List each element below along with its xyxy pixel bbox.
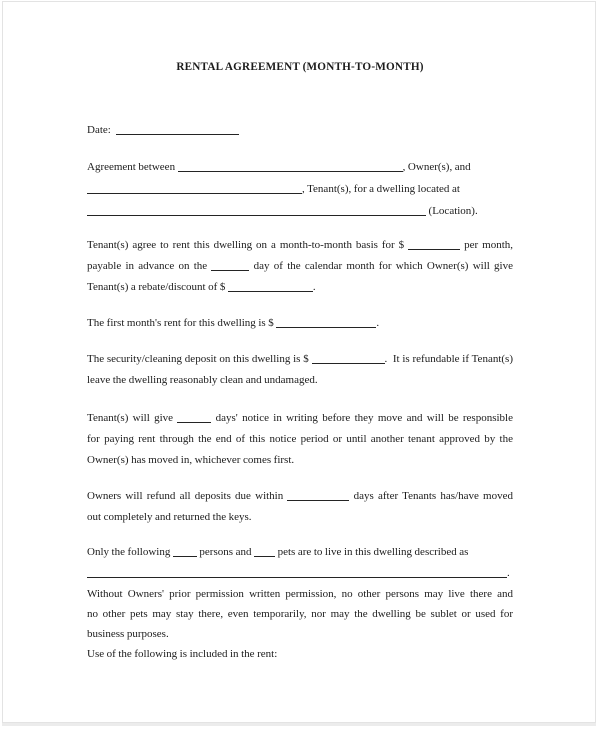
text-line — [87, 235, 513, 256]
text-segment: leave the dwelling reasonably clean and undamaged. — [87, 374, 318, 386]
occupancy-paragraph — [87, 542, 513, 584]
blank-rebate-amount — [228, 280, 313, 292]
document-title: RENTAL AGREEMENT (MONTH-TO-MONTH) — [176, 61, 424, 73]
blank-due-day — [211, 259, 249, 271]
first-month-rent-line — [87, 313, 513, 334]
text-line — [87, 644, 513, 665]
rent-terms-paragraph — [87, 235, 513, 298]
blank-monthly-rent — [408, 238, 460, 250]
refund-paragraph — [87, 486, 513, 528]
blank-date — [116, 123, 239, 135]
date-line — [87, 120, 513, 141]
text-segment: , Tenant(s), for a dwelling located at — [302, 183, 460, 195]
text-segment: Owner(s) has moved in, whichever comes first. — [87, 454, 295, 466]
text-segment: pets are to live in this dwelling described as — [275, 546, 469, 558]
text-line — [87, 604, 513, 624]
blank-refund-days — [287, 489, 349, 501]
text-line — [87, 277, 513, 298]
text-segment: Tenant(s) agree to rent this dwelling on a month-to-month basis for $ — [87, 239, 409, 251]
text-segment: Owners will refund all deposits due within — [87, 490, 288, 502]
text-segment: (Location). — [426, 205, 478, 217]
text-segment: per month, — [460, 239, 513, 251]
parties-paragraph — [87, 156, 513, 222]
text-segment: out completely and returned the keys. — [87, 511, 252, 523]
text-segment: business purposes. — [87, 628, 169, 640]
text-segment: no other pets may stay there, even temporarily, nor may the dwelling be sublet or used for — [87, 608, 513, 620]
included-in-rent-line — [87, 644, 513, 665]
text-segment: Tenant(s) a rebate/discount of $ — [87, 281, 228, 293]
blank-location — [87, 204, 426, 216]
blank-owner-name — [178, 160, 403, 172]
text-line — [87, 624, 513, 644]
text-segment: . — [312, 281, 316, 293]
notice-paragraph — [87, 408, 513, 471]
blank-first-month-rent — [276, 316, 376, 328]
text-segment: Only the following — [87, 546, 173, 558]
text-line — [87, 178, 513, 200]
text-segment: days' notice in writing before they move and will be responsible — [211, 412, 513, 424]
text-segment: days after Tenants has/have moved — [349, 490, 513, 502]
text-line — [87, 542, 513, 563]
text-line — [87, 200, 513, 222]
document-content — [3, 59, 595, 665]
text-segment: Without Owners' prior permission written permission, no other persons may live there and — [87, 588, 513, 600]
text-line — [87, 450, 513, 471]
text-segment: persons and — [196, 546, 255, 558]
text-line — [87, 507, 513, 528]
text-line — [87, 370, 513, 391]
text-line — [87, 349, 513, 370]
text-segment: Use of the following is included in the rent: — [87, 648, 278, 660]
blank-notice-days — [177, 411, 211, 423]
text-segment: . It is refundable if Tenant(s) — [384, 353, 513, 365]
blank-tenant-name — [87, 182, 302, 194]
text-segment: . — [507, 567, 510, 579]
text-line — [87, 408, 513, 429]
text-line — [87, 429, 513, 450]
text-segment: Tenant(s) will give — [87, 412, 178, 424]
text-segment: payable in advance on the — [87, 260, 212, 272]
text-segment: The first month's rent for this dwelling is $ — [87, 317, 277, 329]
document-page — [2, 1, 596, 723]
permission-paragraph — [87, 584, 513, 644]
text-line — [87, 256, 513, 277]
text-segment: for paying rent through the end of this notice period or until another tenant approved by the — [87, 433, 513, 445]
text-line — [87, 120, 513, 141]
text-line — [87, 486, 513, 507]
deposit-paragraph — [87, 349, 513, 391]
text-segment: . — [376, 317, 380, 329]
text-segment: , Owner(s), and — [402, 161, 471, 173]
text-segment: Date: — [87, 124, 116, 136]
text-segment: day of the calendar month for which Owner(s) will give — [249, 260, 513, 272]
blank-pets-count — [254, 545, 275, 557]
text-line — [87, 563, 513, 584]
blank-deposit-amount — [312, 352, 385, 364]
blank-persons-count — [173, 545, 197, 557]
blank-dwelling-description — [87, 566, 507, 578]
text-line — [87, 156, 513, 178]
text-segment: The security/cleaning deposit on this dwelling is $ — [87, 353, 312, 365]
text-segment: Agreement between — [87, 161, 178, 173]
text-line — [87, 584, 513, 604]
text-line — [87, 313, 513, 334]
